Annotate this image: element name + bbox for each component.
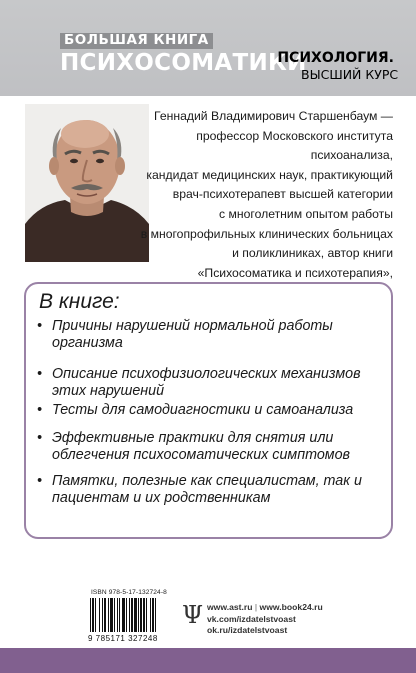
list-item-text: Эффективные практики для снятия или облегчения психосоматических симптомов xyxy=(52,430,350,463)
publisher-links xyxy=(207,602,323,637)
bullet-icon: • xyxy=(37,402,43,418)
header-band xyxy=(0,0,416,96)
list-item xyxy=(37,318,387,351)
list-item-text: Причины нарушений нормальной работы организма xyxy=(52,318,333,351)
book-title: ПСИХОСОМАТИКИ xyxy=(60,50,307,76)
ok-link[interactable]: ok.ru/izdatelstvoast xyxy=(207,625,288,635)
ast-site-link[interactable]: www.ast.ru xyxy=(207,602,253,612)
series-name: ПСИХОЛОГИЯ. xyxy=(277,50,394,66)
series-badge: БОЛЬШАЯ КНИГА xyxy=(60,33,213,49)
bullet-icon: • xyxy=(37,318,43,334)
bio-line: Геннадий Владимирович Старшенбаум — xyxy=(154,109,393,123)
list-item-text: Описание психофизиологических механизмов этих нарушений xyxy=(52,366,361,399)
author-bio xyxy=(128,107,393,303)
bullet-icon: • xyxy=(37,430,43,446)
bio-line: врач-психотерапевт высшей категории xyxy=(172,187,393,202)
list-item xyxy=(37,402,353,419)
link-separator: | xyxy=(254,602,258,612)
bullet-icon: • xyxy=(37,473,43,489)
series-subtitle: ВЫСШИЙ КУРС xyxy=(301,67,399,82)
bio-line: и поликлиниках, автор книги xyxy=(232,246,393,261)
vk-link[interactable]: vk.com/izdatelstvoast xyxy=(207,613,296,624)
barcode-icon xyxy=(88,598,176,632)
list-item-text: Тесты для самодиагностики и самоанализа xyxy=(52,402,354,418)
list-item-text: Памятки, полезные как специалистам, так и пациентам и их родственникам xyxy=(52,473,362,506)
list-item xyxy=(37,366,387,399)
bio-line: «Психосоматика и психотерапия», xyxy=(197,265,393,280)
book24-site-link[interactable]: www.book24.ru xyxy=(259,602,323,612)
contents-heading: В книге: xyxy=(39,290,120,313)
bio-line: в многопрофильных клинических больницах xyxy=(140,226,393,241)
list-item xyxy=(37,430,387,463)
barcode-number: 9 785171 327248 xyxy=(88,634,158,643)
list-item xyxy=(37,473,387,506)
bio-line: кандидат медицинских наук, практикующий xyxy=(146,167,393,182)
book-contents-box xyxy=(24,282,393,539)
bottom-color-strip xyxy=(0,648,416,673)
bullet-icon: • xyxy=(37,366,43,382)
isbn-label: ISBN 978-5-17-132724-8 xyxy=(91,589,167,596)
bio-line: профессор Московского института психоанализа, xyxy=(196,128,393,163)
site-links-row xyxy=(207,602,323,614)
bio-line: с многолетним опытом работы xyxy=(219,206,393,221)
psi-logo-icon: Ψ xyxy=(182,601,204,629)
